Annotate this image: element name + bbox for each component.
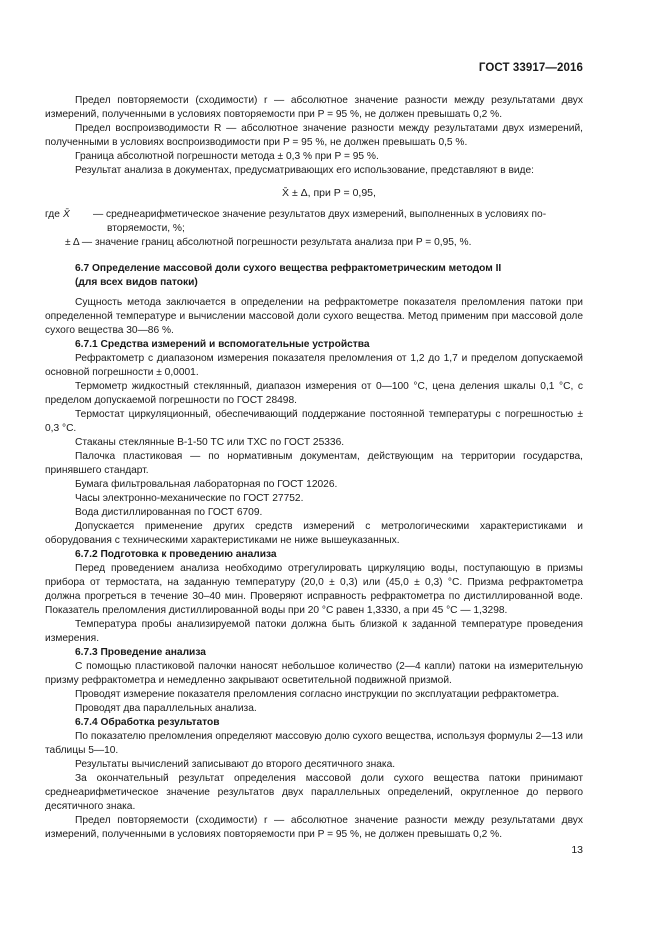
paragraph: Перед проведением анализа необходимо отрегулировать циркуляцию воды, поступающую в призмы прибора от термостата, на заданную температуру (20,0 ± 0,3) или (45,0 ± 0,3) °С. Призма рефрактометра должна прогреться в течение 30–40 мин. Проверяют исправность рефрактометра по дистиллированной воде. Показатель преломления дистиллированной воды при 20 °С равен 1,3330, а при 45 °С — 1,3298.	[45, 563, 583, 616]
paragraph: С помощью пластиковой палочки наносят небольшое количество (2—4 капли) патоки на измерительную призму рефрактометра и немедленно закрывают осветительной подвижной призмой.	[45, 661, 583, 686]
where-symbol: X̄	[63, 209, 70, 220]
paragraph: Бумага фильтровальная лабораторная по ГОСТ 12026.	[75, 479, 338, 490]
paragraph: За окончательный результат определения массовой доли сухого вещества патоки принимают среднеарифметическое значение результатов двух параллельных определений, округленное до первого десятичного знака.	[45, 773, 583, 812]
paragraph: Сущность метода заключается в определении на рефрактометре показателя преломления патоки при определенной температуре и вычислении массовой доли сухого вещества. Метод применим при массовой доле сухого вещества 30—86 %.	[45, 297, 583, 336]
paragraph: Результат анализа в документах, предусматривающих его использование, представляют в виде:	[75, 165, 534, 176]
where-clause	[45, 208, 583, 236]
paragraph: Предел повторяемости (сходимости) r — абсолютное значение разности между результатами двух измерений, полученными в условиях повторяемости при P = 95 %, не должен превышать 0,2 %.	[45, 95, 583, 120]
paragraph: Допускается применение других средств измерений с метрологическими характеристиками и оборудования с техническими характеристиками не ниже вышеуказанных.	[45, 521, 583, 546]
paragraph: Палочка пластиковая — по нормативным документам, действующим на территории государства, принявшего стандарт.	[45, 451, 583, 476]
result-formula: X̄ ± Δ, при P = 0,95,	[282, 187, 376, 199]
section-title: 6.7 Определение массовой доли сухого вещества рефрактометрическим методом II	[75, 263, 502, 274]
paragraph: Температура пробы анализируемой патоки должна быть близкой к заданной температуре проведения измерения.	[45, 619, 583, 644]
paragraph: Проводят измерение показателя преломления согласно инструкции по эксплуатации рефрактометра.	[75, 689, 560, 700]
paragraph: Рефрактометр с диапазоном измерения показателя преломления от 1,2 до 1,7 и пределом допускаемой основной погрешности ± 0,0001.	[45, 353, 583, 378]
paragraph: Результаты вычислений записывают до второго десятичного знака.	[75, 759, 396, 770]
page-number: 13	[571, 844, 583, 856]
paragraph: Термостат циркуляционный, обеспечивающий поддержание постоянной температуры с погрешностью ± 0,3 °С.	[45, 409, 583, 434]
subsection-title: 6.7.2 Подготовка к проведению анализа	[75, 549, 277, 560]
paragraph: Граница абсолютной погрешности метода ± 0,3 % при P = 95 %.	[75, 151, 379, 162]
where-word: где	[45, 209, 60, 220]
paragraph: Проводят два параллельных анализа.	[75, 703, 257, 714]
where-line-1: — среднеарифметическое значение результатов двух измерений, выполненных в условиях по-	[93, 209, 547, 220]
where-line-2: вторяемости, %;	[107, 223, 185, 234]
delta-definition: ± Δ — значение границ абсолютной погрешности результата анализа при P = 0,95, %.	[65, 237, 472, 248]
section-title-cont: (для всех видов патоки)	[75, 277, 198, 288]
paragraph: По показателю преломления определяют массовую долю сухого вещества, используя формулы 2—13 или таблицы 5—10.	[45, 731, 583, 756]
paragraph: Стаканы стеклянные В-1-50 ТС или ТХС по ГОСТ 25336.	[75, 437, 345, 448]
paragraph: Термометр жидкостный стеклянный, диапазон измерения от 0—100 °С, цена деления шкалы 0,1 °С, с пределом допускаемой погрешности по ГОСТ 28498.	[45, 381, 583, 406]
page-content	[45, 94, 583, 842]
standard-number: ГОСТ 33917—2016	[478, 62, 583, 74]
subsection-title: 6.7.1 Средства измерений и вспомогательные устройства	[75, 339, 370, 350]
paragraph: Вода дистиллированная по ГОСТ 6709.	[75, 507, 263, 518]
paragraph: Предел повторяемости (сходимости) r — абсолютное значение разности между результатами двух измерений, полученными в условиях повторяемости при P = 95 %, не должен превышать 0,2 %.	[45, 815, 583, 840]
paragraph: Предел воспроизводимости R — абсолютное значение разности между результатами двух измерений, полученными в условиях воспроизводимости при P = 95 %, не должен превышать 0,5 %.	[45, 123, 583, 148]
paragraph: Часы электронно-механические по ГОСТ 27752.	[75, 493, 304, 504]
where-description	[93, 208, 583, 236]
subsection-title: 6.7.3 Проведение анализа	[75, 647, 206, 658]
subsection-title: 6.7.4 Обработка результатов	[75, 717, 220, 728]
